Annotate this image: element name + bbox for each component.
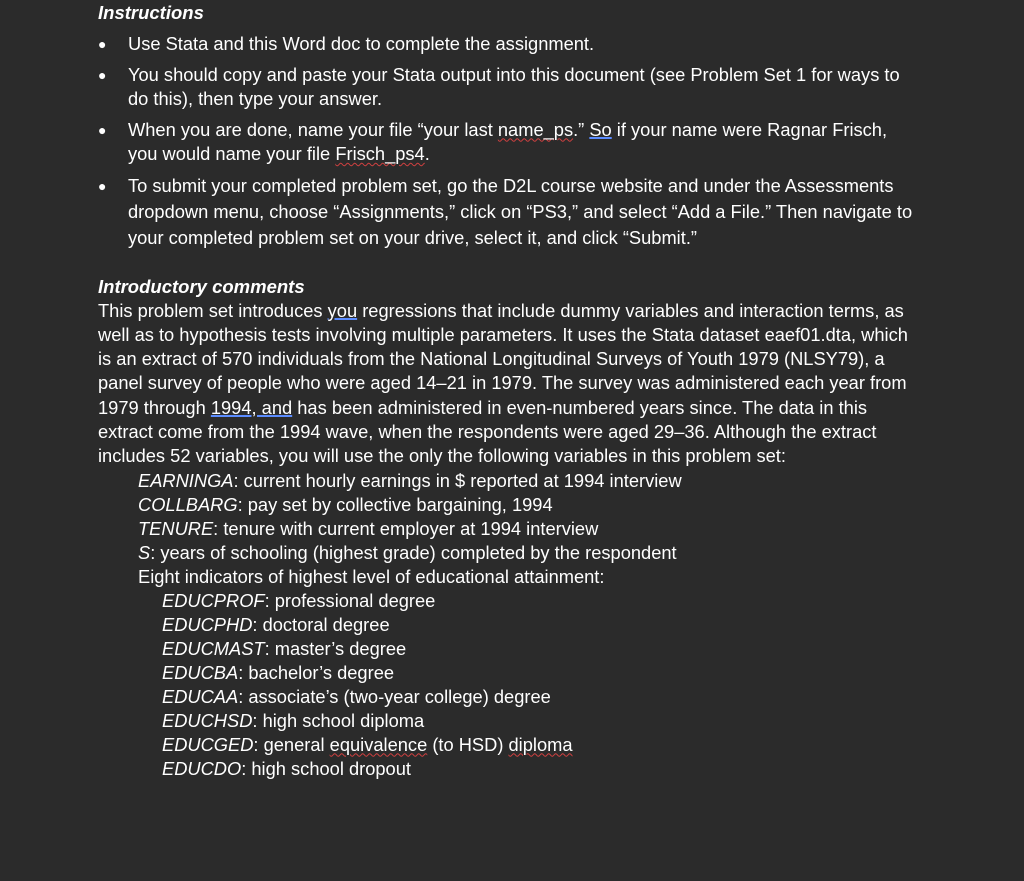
variable-item bbox=[98, 517, 918, 541]
bullet-icon: ● bbox=[98, 177, 107, 194]
grammar-flag-phrase[interactable]: 1994, and bbox=[210, 396, 293, 418]
variable-name: TENURE bbox=[138, 517, 214, 539]
instructions-heading: Instructions bbox=[98, 2, 204, 23]
variable-desc: : years of schooling (highest grade) completed by the respondent bbox=[150, 541, 677, 563]
variable-name: S bbox=[138, 541, 151, 563]
instruction-item bbox=[98, 32, 918, 57]
instruction-text: Use Stata and this Word doc to complete the assignment. bbox=[128, 33, 595, 54]
indicator-item bbox=[98, 757, 918, 781]
variable-name: EDUCAA bbox=[162, 685, 239, 707]
variable-item bbox=[98, 541, 918, 565]
instruction-item bbox=[98, 118, 918, 167]
spellcheck-word[interactable]: Frisch_ps4 bbox=[335, 143, 425, 164]
indicator-item bbox=[98, 637, 918, 661]
intro-text-part: This problem set introduces bbox=[98, 299, 328, 321]
intro-text-part: regressions that include dummy variables and interaction terms, as well as to hypothesis tests involving multiple parameters. It uses the Stata dataset eaef01.dta, which is an extract of 570 individuals from the National Longitudinal Surveys of Youth 1979 (NLSY79), a panel survey of people who were aged 14–21 in 1979. The survey was administered each year from 1979 through bbox=[98, 299, 908, 418]
instructions-list bbox=[98, 32, 918, 251]
variable-desc: : bachelor’s degree bbox=[238, 661, 395, 683]
variable-desc: : high school dropout bbox=[241, 757, 411, 779]
indicator-item bbox=[98, 685, 918, 709]
variable-name: EARNINGA bbox=[138, 469, 234, 491]
spellcheck-word[interactable]: name_ps bbox=[497, 118, 574, 140]
grammar-flag-word[interactable]: So bbox=[589, 118, 612, 140]
variable-name: EDUCPHD bbox=[162, 613, 253, 635]
intro-heading: Introductory comments bbox=[98, 275, 305, 297]
variable-desc: : general bbox=[253, 733, 330, 755]
variable-name: EDUCPROF bbox=[162, 589, 265, 611]
bullet-icon: ● bbox=[98, 36, 107, 52]
variable-desc: : current hourly earnings in $ reported at 1994 interview bbox=[233, 469, 682, 491]
variable-desc: (to HSD) bbox=[427, 733, 509, 755]
instruction-text-part: When you are done, name your file “your last bbox=[128, 118, 498, 140]
spellcheck-word[interactable]: equivalence bbox=[329, 733, 428, 755]
variable-desc: : tenure with current employer at 1994 interview bbox=[213, 517, 599, 539]
document-body bbox=[98, 0, 918, 781]
variable-item bbox=[98, 493, 918, 517]
section-spacer bbox=[98, 257, 918, 275]
variable-name: EDUCGED bbox=[162, 733, 254, 755]
indicator-item bbox=[98, 589, 918, 613]
variable-desc: : associate’s (two-year college) degree bbox=[238, 685, 551, 707]
variable-desc: : pay set by collective bargaining, 1994 bbox=[237, 493, 553, 515]
indicator-item bbox=[98, 709, 918, 733]
instruction-text: To submit your completed problem set, go the D2L course website and under the Assessments dropdown menu, choose “Assignments,” click on “PS3,” and select “Add a File.” Then navigate to your completed problem set on your drive, select it, and click “Submit.” bbox=[128, 174, 913, 248]
variable-desc: : professional degree bbox=[264, 589, 436, 611]
grammar-flag-word[interactable]: you bbox=[327, 299, 358, 321]
instruction-text: You should copy and paste your Stata output into this document (see Problem Set 1 for ways to do this), then type your answer. bbox=[128, 63, 900, 109]
variable-name: EDUCMAST bbox=[162, 637, 265, 659]
indicator-item bbox=[98, 613, 918, 637]
instruction-text-part: .” bbox=[573, 118, 590, 140]
variable-desc: : doctoral degree bbox=[252, 613, 390, 635]
variable-name: EDUCDO bbox=[162, 757, 242, 779]
bullet-icon: ● bbox=[98, 121, 107, 138]
bullet-icon: ● bbox=[98, 66, 107, 83]
intro-text-part: has been administered in even-numbered years since. The data in this extract come from the 1994 wave, when the respondents were aged 29–36. Although the extract includes 52 variables, you will use the only the following variables in this problem set: bbox=[98, 396, 877, 467]
variable-item bbox=[98, 469, 918, 493]
variable-name: EDUCHSD bbox=[162, 709, 253, 731]
variable-desc: : high school diploma bbox=[252, 709, 425, 731]
indicator-item bbox=[98, 733, 918, 757]
instruction-item bbox=[98, 173, 918, 251]
indicators-label: Eight indicators of highest level of educational attainment: bbox=[138, 565, 605, 587]
indicator-item bbox=[98, 661, 918, 685]
variable-name: EDUCBA bbox=[162, 661, 239, 683]
variables-list bbox=[98, 469, 918, 781]
variable-name: COLLBARG bbox=[138, 493, 238, 515]
instruction-text-part: if your name were Ragnar Frisch, you would name your file bbox=[128, 118, 888, 164]
instruction-text-part: . bbox=[424, 143, 430, 164]
spellcheck-word[interactable]: diploma bbox=[508, 733, 573, 755]
intro-paragraph bbox=[98, 299, 918, 469]
instruction-item bbox=[98, 63, 918, 112]
variable-desc: : master’s degree bbox=[264, 637, 407, 659]
